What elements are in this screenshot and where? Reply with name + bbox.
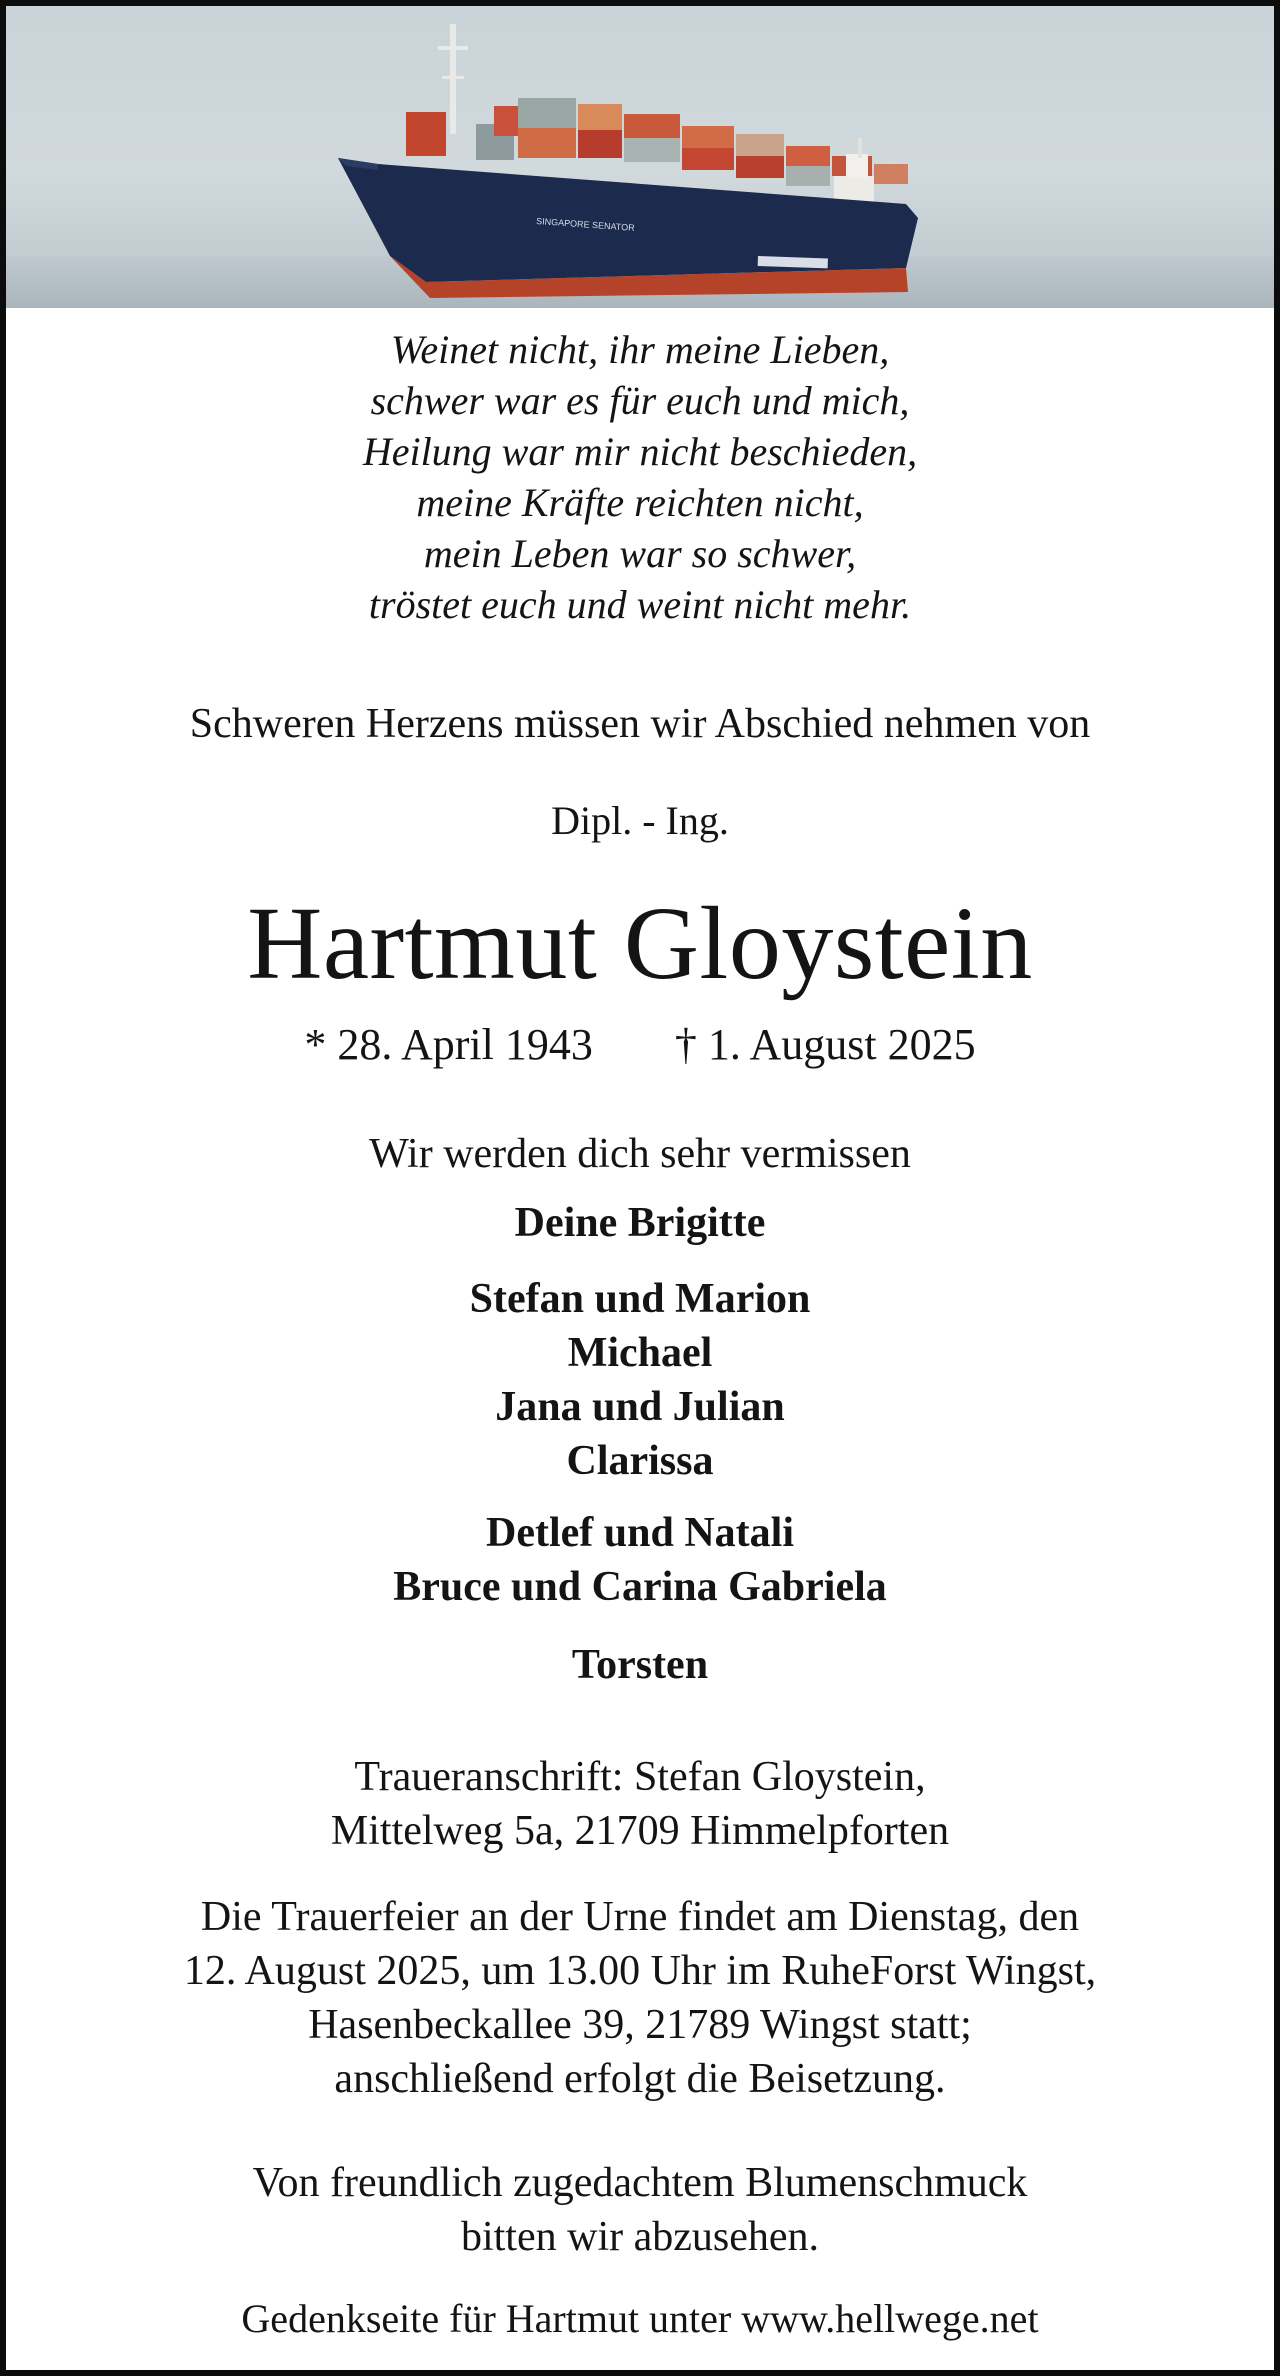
mourner-name: Deine Brigitte [514, 1200, 766, 1246]
ship-name-text: SINGAPORE SENATOR [535, 216, 636, 233]
flowers-line: Von freundlich zugedachtem Blumenschmuck [252, 2160, 1028, 2206]
mourner-name: Torsten [571, 1642, 709, 1688]
mourner-name: Bruce und Carina Gabriela [393, 1564, 887, 1610]
flowers-line: bitten wir abzusehen. [460, 2214, 820, 2260]
poem-line: Weinet nicht, ihr meine Lieben, [390, 327, 890, 372]
mourner-group [6, 1196, 1274, 1250]
death-date: † 1. August 2025 [674, 1020, 976, 1069]
farewell-intro: Schweren Herzens müssen wir Abschied nehmen von [189, 701, 1091, 747]
mourner-name: Clarissa [566, 1438, 714, 1484]
poem-line: tröstet euch und weint nicht mehr. [368, 582, 912, 627]
ceremony-line: anschließend erfolgt die Beisetzung. [334, 2056, 946, 2102]
memorial-page-link[interactable]: Gedenkseite für Hartmut unter www.hellwege.net [241, 2296, 1039, 2341]
mourner-group [6, 1506, 1274, 1614]
address-line: Mittelweg 5a, 21709 Himmelpforten [330, 1808, 950, 1854]
container-ship-photo [6, 6, 1274, 308]
address-line: Traueranschrift: Stefan Gloystein, [354, 1754, 926, 1800]
flowers-note [6, 2156, 1274, 2264]
poem-line: mein Leben war so schwer, [423, 531, 857, 576]
mourner-group [6, 1638, 1274, 1692]
birth-date: * 28. April 1943 [304, 1020, 593, 1069]
ceremony-line: Die Trauerfeier an der Urne findet am Dienstag, den [200, 1894, 1080, 1940]
ceremony-line: 12. August 2025, um 13.00 Uhr im RuheForst Wingst, [183, 1948, 1097, 1994]
mourner-group [6, 1272, 1274, 1488]
academic-title: Dipl. - Ing. [551, 798, 729, 843]
mourner-name: Detlef und Natali [486, 1510, 794, 1556]
poem [6, 324, 1274, 630]
deceased-name: Hartmut Gloystein [247, 886, 1033, 1001]
mourning-address [6, 1750, 1274, 1858]
ceremony-info [6, 1890, 1274, 2106]
mourner-name: Jana und Julian [495, 1384, 785, 1430]
mourner-name: Stefan und Marion [469, 1276, 811, 1322]
poem-line: Heilung war mir nicht beschieden, [362, 429, 918, 474]
ceremony-line: Hasenbeckallee 39, 21789 Wingst statt; [308, 2002, 972, 2048]
mourner-name: Michael [567, 1330, 713, 1376]
poem-line: schwer war es für euch und mich, [370, 378, 910, 423]
miss-you-line: Wir werden dich sehr vermissen [369, 1131, 911, 1177]
life-dates [6, 1018, 1274, 1072]
poem-line: meine Kräfte reichten nicht, [416, 480, 864, 525]
